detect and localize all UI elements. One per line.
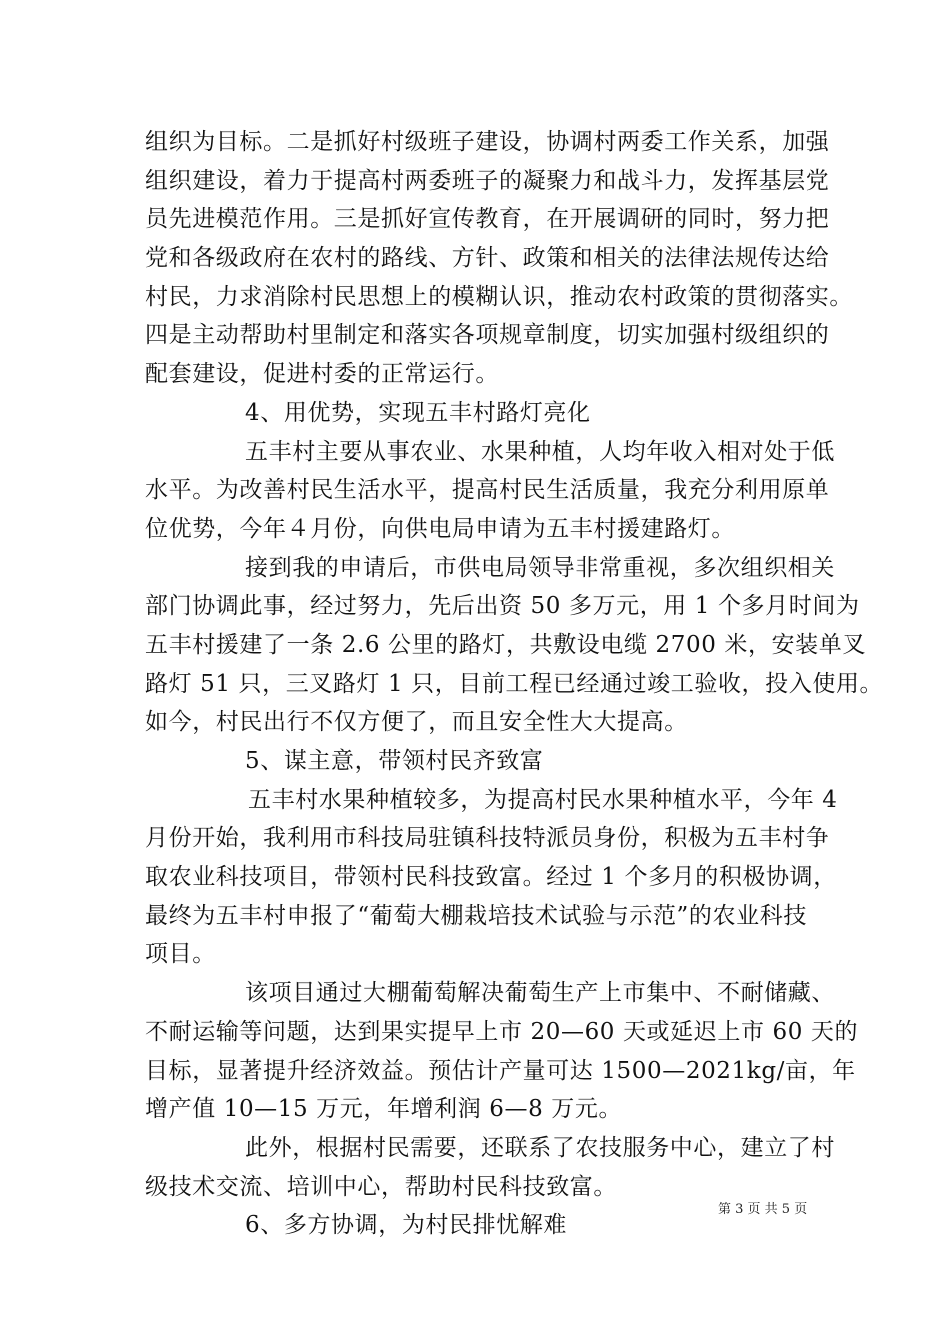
- body-line: 组织为目标。二是抓好村级班子建设，协调村两委工作关系，加强: [145, 129, 830, 155]
- section-heading: 5、谋主意，带领村民齐致富: [245, 748, 544, 774]
- body-line: 如今，村民出行不仅方便了，而且安全性大大提高。: [145, 709, 688, 736]
- section-heading: 4、用优势，实现五丰村路灯亮化: [245, 399, 591, 426]
- body-line: 五丰村援建了一条 2.6 公里的路灯，共敷设电缆 2700 米，安装单叉: [145, 631, 866, 658]
- body-line: 取农业科技项目，带领村民科技致富。经过 1 个多月的积极协调，: [145, 864, 837, 891]
- body-line: 此外，根据村民需要，还联系了农技服务中心，建立了村: [245, 1134, 835, 1161]
- body-line: 目标，显著提升经济效益。预估计产量可达 1500—2021kg/亩，年: [145, 1057, 856, 1084]
- body-line: 组织建设，着力于提高村两委班子的凝聚力和战斗力，发挥基层党: [145, 167, 830, 194]
- body-line: 位优势，今年４月份，向供电局申请为五丰村援建路灯。: [145, 515, 735, 542]
- body-line: 党和各级政府在农村的路线、方针、政策和相关的法律法规传达给: [145, 245, 830, 272]
- body-line: 村民，力求消除村民思想上的模糊认识，推动农村政策的贯彻落实。: [145, 283, 853, 310]
- page-footer: 第 3 页 共 5 页: [718, 1202, 808, 1217]
- body-line: 级技术交流、培训中心，帮助村民科技致富。: [145, 1173, 617, 1200]
- body-line: 部门协调此事，经过努力，先后出资 50 多万元，用 1 个多月时间为: [145, 593, 860, 620]
- body-line: 四是主动帮助村里制定和落实各项规章制度，切实加强村级组织的: [145, 322, 830, 349]
- body-line: 配套建设，促进村委的正常运行。: [145, 361, 499, 388]
- body-line: 路灯 51 只，三叉路灯 1 只，目前工程已经通过竣工验收，投入使用。: [145, 670, 884, 697]
- body-line: 该项目通过大棚葡萄解决葡萄生产上市集中、不耐储藏、: [245, 980, 835, 1007]
- body-line: 五丰村主要从事农业、水果种植，人均年收入相对处于低: [245, 438, 835, 465]
- document-body: [145, 123, 884, 1245]
- body-line: 员先进模范作用。三是抓好宣传教育，在开展调研的同时，努力把: [145, 206, 830, 233]
- body-line: 接到我的申请后，市供电局领导非常重视，多次组织相关: [245, 554, 835, 581]
- body-line: 月份开始，我利用市科技局驻镇科技特派员身份，积极为五丰村争: [145, 825, 830, 852]
- body-line: 不耐运输等问题，达到果实提早上市 20—60 天或延迟上市 60 天的: [145, 1018, 859, 1045]
- body-line: 项目。: [145, 941, 216, 968]
- section-heading: 6、多方协调，为村民排忧解难: [245, 1212, 568, 1239]
- body-line: 增产值 10—15 万元，年增利润 6—8 万元。: [145, 1096, 623, 1123]
- body-line: 五丰村水果种植较多，为提高村民水果种植水平，今年 4: [248, 786, 838, 813]
- body-line: 水平。为改善村民生活水平，提高村民生活质量，我充分利用原单: [145, 477, 830, 504]
- body-line: 最终为五丰村申报了“葡萄大棚栽培技术试验与示范”的农业科技: [145, 902, 807, 929]
